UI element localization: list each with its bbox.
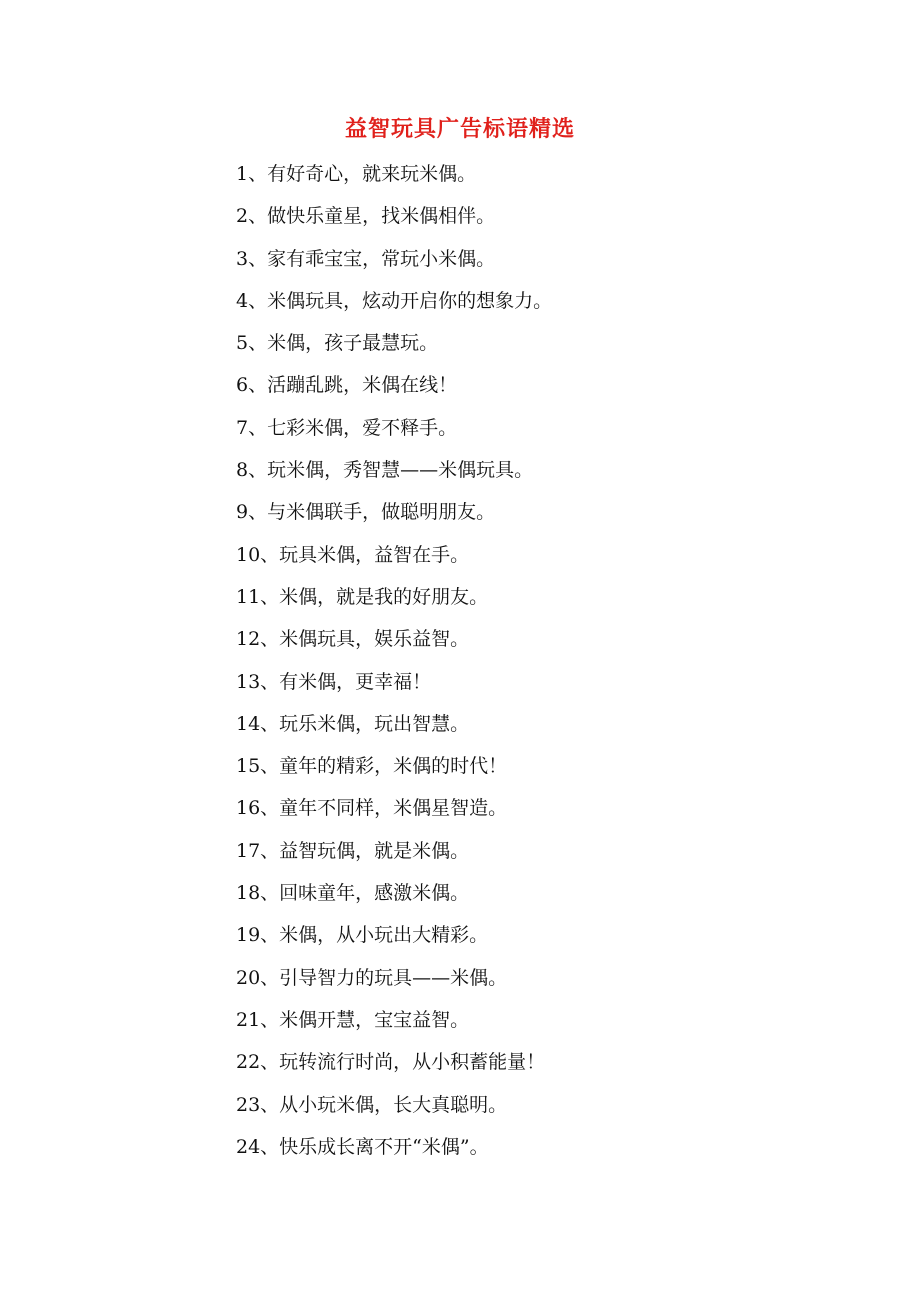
list-item: 20、引导智力的玩具——米偶。 [236, 966, 508, 989]
list-item: 5、米偶，孩子最慧玩。 [236, 332, 439, 355]
list-item: 9、与米偶联手，做聪明朋友。 [236, 501, 496, 524]
list-item: 21、米偶开慧，宝宝益智。 [236, 1008, 470, 1031]
list-item: 15、童年的精彩，米偶的时代！ [236, 755, 508, 778]
list-item: 7、七彩米偶，爱不释手。 [236, 416, 458, 439]
list-item: 3、家有乖宝宝，常玩小米偶。 [236, 247, 496, 270]
slogan-list [236, 157, 552, 1172]
list-item: 2、做快乐童星，找米偶相伴。 [236, 205, 496, 228]
list-item: 12、米偶玩具，娱乐益智。 [236, 628, 470, 651]
list-item: 22、玩转流行时尚，从小积蓄能量！ [236, 1051, 546, 1074]
list-item: 16、童年不同样，米偶星智造。 [236, 797, 508, 820]
list-item: 13、有米偶，更幸福！ [236, 670, 432, 693]
list-item: 6、活蹦乱跳，米偶在线！ [236, 374, 458, 397]
list-item: 10、玩具米偶，益智在手。 [236, 543, 470, 566]
list-item: 24、快乐成长离不开“米偶”。 [236, 1135, 489, 1158]
list-item: 11、米偶，就是我的好朋友。 [236, 585, 489, 608]
list-item: 4、米偶玩具，炫动开启你的想象力。 [236, 289, 553, 312]
list-item: 8、玩米偶，秀智慧——米偶玩具。 [236, 459, 534, 482]
list-item: 17、益智玩偶，就是米偶。 [236, 839, 470, 862]
list-item: 19、米偶，从小玩出大精彩。 [236, 924, 489, 947]
document-title: 益智玩具广告标语精选 [344, 116, 575, 142]
list-item: 14、玩乐米偶，玩出智慧。 [236, 712, 470, 735]
list-item: 18、回味童年，感激米偶。 [236, 882, 470, 905]
list-item: 23、从小玩米偶，长大真聪明。 [236, 1093, 508, 1116]
list-item: 1、有好奇心，就来玩米偶。 [236, 163, 477, 185]
